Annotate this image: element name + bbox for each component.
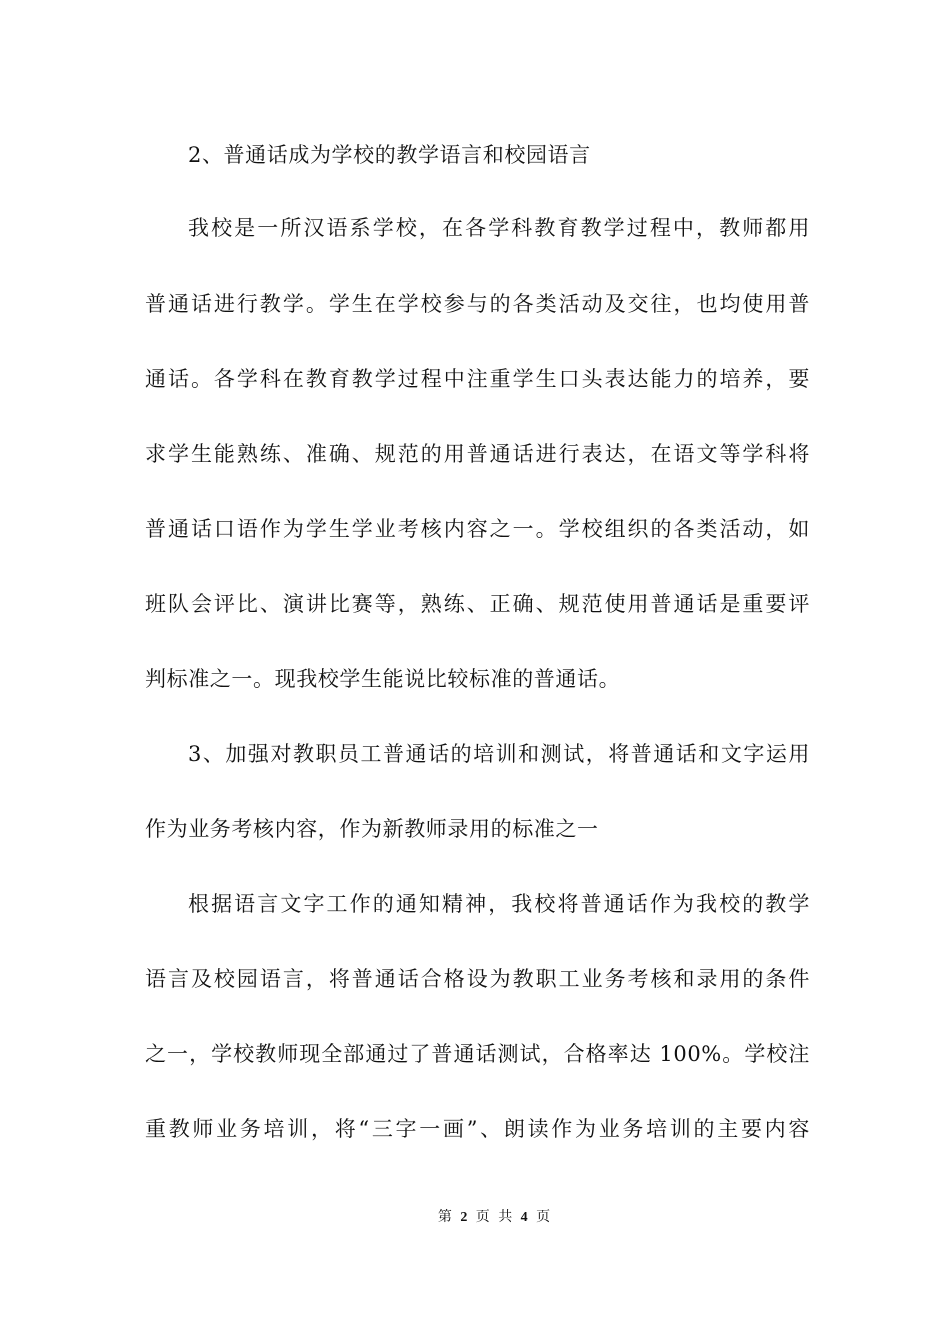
paragraph-line: 重教师业务培训，将“三字一画”、朗读作为业务培训的主要内容 <box>145 1117 810 1141</box>
paragraph-line: 通话。各学科在教育教学过程中注重学生口头表达能力的培养，要 <box>145 367 810 391</box>
heading-line: 2、普通话成为学校的教学语言和校园语言 <box>188 143 591 167</box>
paragraph-line: 语言及校园语言，将普通话合格设为教职工业务考核和录用的条件 <box>145 967 810 991</box>
paragraph-line: 根据语言文字工作的通知精神，我校将普通话作为我校的教学 <box>188 892 810 916</box>
footer-suffix: 页 <box>536 1209 553 1225</box>
footer-prefix: 第 <box>437 1209 454 1225</box>
paragraph-line: 普通话口语作为学生学业考核内容之一。学校组织的各类活动，如 <box>145 517 810 541</box>
paragraph-line: 求学生能熟练、准确、规范的用普通话进行表达，在语文等学科将 <box>145 442 810 466</box>
paragraph-line: 普通话进行教学。学生在学校参与的各类活动及交往，也均使用普 <box>145 292 810 316</box>
heading-line: 作为业务考核内容，作为新教师录用的标准之一 <box>145 817 599 841</box>
page-footer <box>0 1208 950 1227</box>
footer-page-number: 2 <box>460 1210 470 1225</box>
paragraph-line: 我校是一所汉语系学校，在各学科教育教学过程中，教师都用 <box>188 216 810 240</box>
paragraph-line: 判标准之一。现我校学生能说比较标准的普通话。 <box>145 667 621 691</box>
footer-total-pages: 4 <box>520 1210 530 1225</box>
footer-middle: 页 共 <box>475 1209 515 1225</box>
heading-line: 3、加强对教职员工普通话的培训和测试，将普通话和文字运用 <box>188 742 810 766</box>
paragraph-line: 之一，学校教师现全部通过了普通话测试，合格率达 100%。学校注 <box>145 1042 810 1066</box>
paragraph-line: 班队会评比、演讲比赛等，熟练、正确、规范使用普通话是重要评 <box>145 592 810 616</box>
